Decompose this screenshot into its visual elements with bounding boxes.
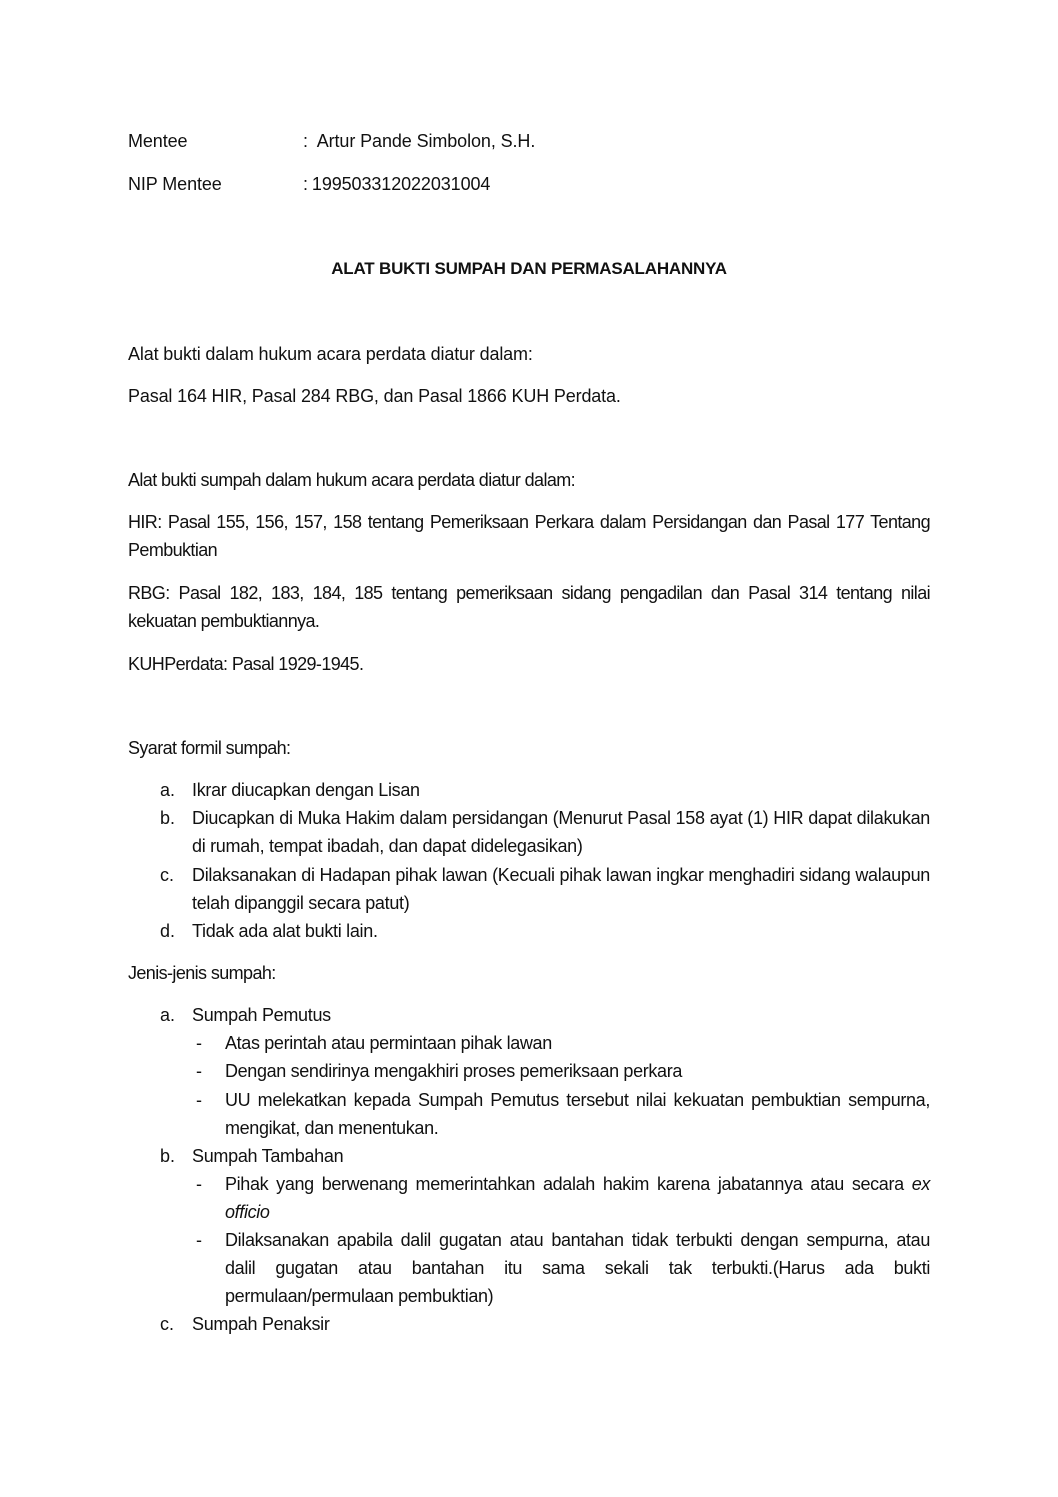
subitem-text <box>225 1170 930 1226</box>
list-item-text: Sumpah Tambahan <box>192 1146 344 1166</box>
tambahan-subitem-1 <box>196 1170 930 1226</box>
mentee-field <box>303 130 535 152</box>
list-marker: a. <box>160 1005 176 1025</box>
alat-bukti-text: Pasal 164 HIR, Pasal 284 RBG, dan Pasal 1866 KUH Perdata. <box>128 386 621 406</box>
list-marker: b. <box>160 1146 176 1166</box>
nip-label: NIP Mentee <box>128 174 222 194</box>
dash-bullet: - <box>196 1230 202 1250</box>
mentee-value: Artur Pande Simbolon, S.H. <box>316 131 536 151</box>
nip-colon: : <box>303 174 308 194</box>
list-item-text: Sumpah Penaksir <box>192 1314 330 1334</box>
list-item-text: Dilaksanakan di Hadapan pihak lawan (Kecuali pihak lawan ingkar menghadiri sidang walaupun telah dipanggil secara patut) <box>192 865 930 913</box>
jenis-item-b <box>160 1142 930 1170</box>
dash-bullet: - <box>196 1174 202 1194</box>
subitem-text-plain: Pihak yang berwenang memerintahkan adalah hakim karena jabatannya atau secara <box>225 1174 912 1194</box>
jenis-item-c <box>160 1310 930 1338</box>
syarat-item-c <box>160 861 930 917</box>
mentee-label: Mentee <box>128 131 188 151</box>
pemutus-subitem-1 <box>196 1029 930 1057</box>
subitem-text: Atas perintah atau permintaan pihak lawan <box>225 1033 552 1053</box>
mentee-colon: : <box>303 131 308 151</box>
hir-paragraph: HIR: Pasal 155, 156, 157, 158 tentang Pemeriksaan Perkara dalam Persidangan dan Pasal 177 Tentang Pembuktian <box>128 512 930 560</box>
subitem-text: Dengan sendirinya mengakhiri proses pemeriksaan perkara <box>225 1061 683 1081</box>
list-item-text: Ikrar diucapkan dengan Lisan <box>192 780 420 800</box>
nip-value: 199503312022031004 <box>311 174 491 194</box>
jenis-item-a <box>160 1001 930 1029</box>
syarat-item-d <box>160 917 930 945</box>
syarat-formil-heading: Syarat formil sumpah: <box>128 738 291 758</box>
syarat-item-b <box>160 804 930 860</box>
list-item-text: Sumpah Pemutus <box>192 1005 331 1025</box>
pemutus-subitem-2 <box>196 1057 930 1085</box>
jenis-sumpah-heading: Jenis-jenis sumpah: <box>128 963 276 983</box>
subitem-text: UU melekatkan kepada Sumpah Pemutus tersebut nilai kekuatan pembuktian sempurna, mengikat, dan menentukan. <box>225 1090 930 1138</box>
list-marker: c. <box>160 1314 175 1334</box>
dash-bullet: - <box>196 1061 202 1081</box>
alat-bukti-intro: Alat bukti dalam hukum acara perdata diatur dalam: <box>128 344 533 364</box>
pemutus-subitem-3 <box>196 1086 930 1142</box>
nip-field <box>303 173 490 195</box>
dash-bullet: - <box>196 1033 202 1053</box>
list-item-text: Tidak ada alat bukti lain. <box>192 921 378 941</box>
kuhperdata-paragraph: KUHPerdata: Pasal 1929-1945. <box>128 654 364 674</box>
alat-bukti-sumpah-intro: Alat bukti sumpah dalam hukum acara perdata diatur dalam: <box>128 470 576 490</box>
rbg-paragraph: RBG: Pasal 182, 183, 184, 185 tentang pemeriksaan sidang pengadilan dan Pasal 314 tentang nilai kekuatan pembuktiannya. <box>128 583 930 631</box>
subitem-text: Dilaksanakan apabila dalil gugatan atau bantahan tidak terbukti dengan sempurna, atau dalil gugatan atau bantahan itu sama sekali tak terbukti.(Harus ada bukti permulaan/permulaan pembuktian) <box>225 1230 930 1306</box>
tambahan-subitem-2 <box>196 1226 930 1310</box>
list-marker: a. <box>160 780 176 800</box>
document-title: ALAT BUKTI SUMPAH DAN PERMASALAHANNYA <box>331 259 727 278</box>
list-marker: c. <box>160 865 175 885</box>
list-marker: d. <box>160 921 176 941</box>
dash-bullet: - <box>196 1090 202 1110</box>
list-item-text: Diucapkan di Muka Hakim dalam persidangan (Menurut Pasal 158 ayat (1) HIR dapat dilakukan di rumah, tempat ibadah, dan dapat didelegasikan) <box>192 808 930 856</box>
subitem-text-italic: ex officio <box>225 1174 930 1222</box>
syarat-item-a <box>160 776 930 804</box>
list-marker: b. <box>160 808 176 828</box>
